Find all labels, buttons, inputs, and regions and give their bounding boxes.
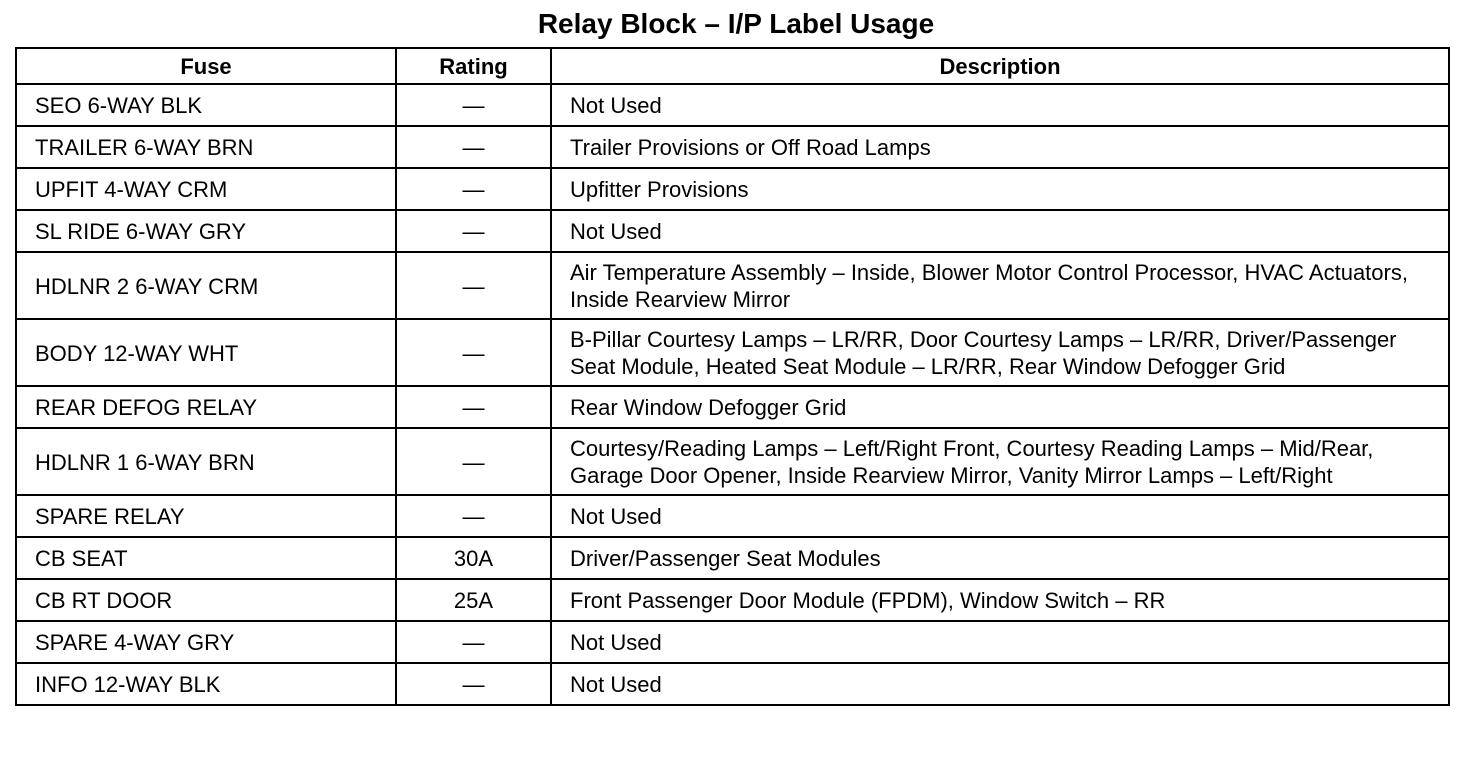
- description-cell: B-Pillar Courtesy Lamps – LR/RR, Door Courtesy Lamps – LR/RR, Driver/Passenger Seat Module, Heated Seat Module – LR/RR, Rear Window Defogger Grid: [551, 319, 1449, 386]
- description-cell: Not Used: [551, 663, 1449, 705]
- rating-cell: 30A: [396, 537, 551, 579]
- table-row: [16, 252, 1449, 319]
- fuse-cell: SPARE RELAY: [16, 495, 396, 537]
- description-cell: Not Used: [551, 621, 1449, 663]
- table-row: [16, 428, 1449, 495]
- table-row: [16, 168, 1449, 210]
- rating-cell: —: [396, 319, 551, 386]
- description-cell: Not Used: [551, 84, 1449, 126]
- fuse-cell: UPFIT 4-WAY CRM: [16, 168, 396, 210]
- column-header-rating: Rating: [396, 48, 551, 84]
- rating-cell: —: [396, 168, 551, 210]
- fuse-cell: CB RT DOOR: [16, 579, 396, 621]
- fuse-cell: SPARE 4-WAY GRY: [16, 621, 396, 663]
- table-row: [16, 319, 1449, 386]
- description-cell: Not Used: [551, 495, 1449, 537]
- table-row: [16, 621, 1449, 663]
- rating-cell: —: [396, 495, 551, 537]
- table-row: [16, 495, 1449, 537]
- table-row: [16, 126, 1449, 168]
- rating-cell: —: [396, 428, 551, 495]
- column-header-description: Description: [551, 48, 1449, 84]
- rating-cell: —: [396, 621, 551, 663]
- fuse-cell: BODY 12-WAY WHT: [16, 319, 396, 386]
- fuse-cell: HDLNR 2 6-WAY CRM: [16, 252, 396, 319]
- description-cell: Upfitter Provisions: [551, 168, 1449, 210]
- table-row: [16, 84, 1449, 126]
- rating-cell: —: [396, 663, 551, 705]
- description-cell: Not Used: [551, 210, 1449, 252]
- description-cell: Trailer Provisions or Off Road Lamps: [551, 126, 1449, 168]
- table-row: [16, 210, 1449, 252]
- rating-cell: —: [396, 126, 551, 168]
- table-row: [16, 386, 1449, 428]
- description-cell: Rear Window Defogger Grid: [551, 386, 1449, 428]
- fuse-cell: TRAILER 6-WAY BRN: [16, 126, 396, 168]
- description-cell: Courtesy/Reading Lamps – Left/Right Front, Courtesy Reading Lamps – Mid/Rear, Garage Door Opener, Inside Rearview Mirror, Vanity Mirror Lamps – Left/Right: [551, 428, 1449, 495]
- page-title: Relay Block – I/P Label Usage: [537, 8, 935, 39]
- fuse-cell: INFO 12-WAY BLK: [16, 663, 396, 705]
- table-row: [16, 579, 1449, 621]
- rating-cell: —: [396, 386, 551, 428]
- fuse-cell: CB SEAT: [16, 537, 396, 579]
- rating-cell: 25A: [396, 579, 551, 621]
- column-header-fuse: Fuse: [16, 48, 396, 84]
- rating-cell: —: [396, 252, 551, 319]
- table-header-row: [16, 48, 1449, 84]
- description-cell: Air Temperature Assembly – Inside, Blower Motor Control Processor, HVAC Actuators, Inside Rearview Mirror: [551, 252, 1449, 319]
- description-cell: Front Passenger Door Module (FPDM), Window Switch – RR: [551, 579, 1449, 621]
- fuse-cell: REAR DEFOG RELAY: [16, 386, 396, 428]
- description-cell: Driver/Passenger Seat Modules: [551, 537, 1449, 579]
- relay-block-table: [15, 47, 1450, 706]
- table-row: [16, 663, 1449, 705]
- rating-cell: —: [396, 84, 551, 126]
- fuse-cell: HDLNR 1 6-WAY BRN: [16, 428, 396, 495]
- fuse-cell: SL RIDE 6-WAY GRY: [16, 210, 396, 252]
- table-row: [16, 537, 1449, 579]
- rating-cell: —: [396, 210, 551, 252]
- fuse-cell: SEO 6-WAY BLK: [16, 84, 396, 126]
